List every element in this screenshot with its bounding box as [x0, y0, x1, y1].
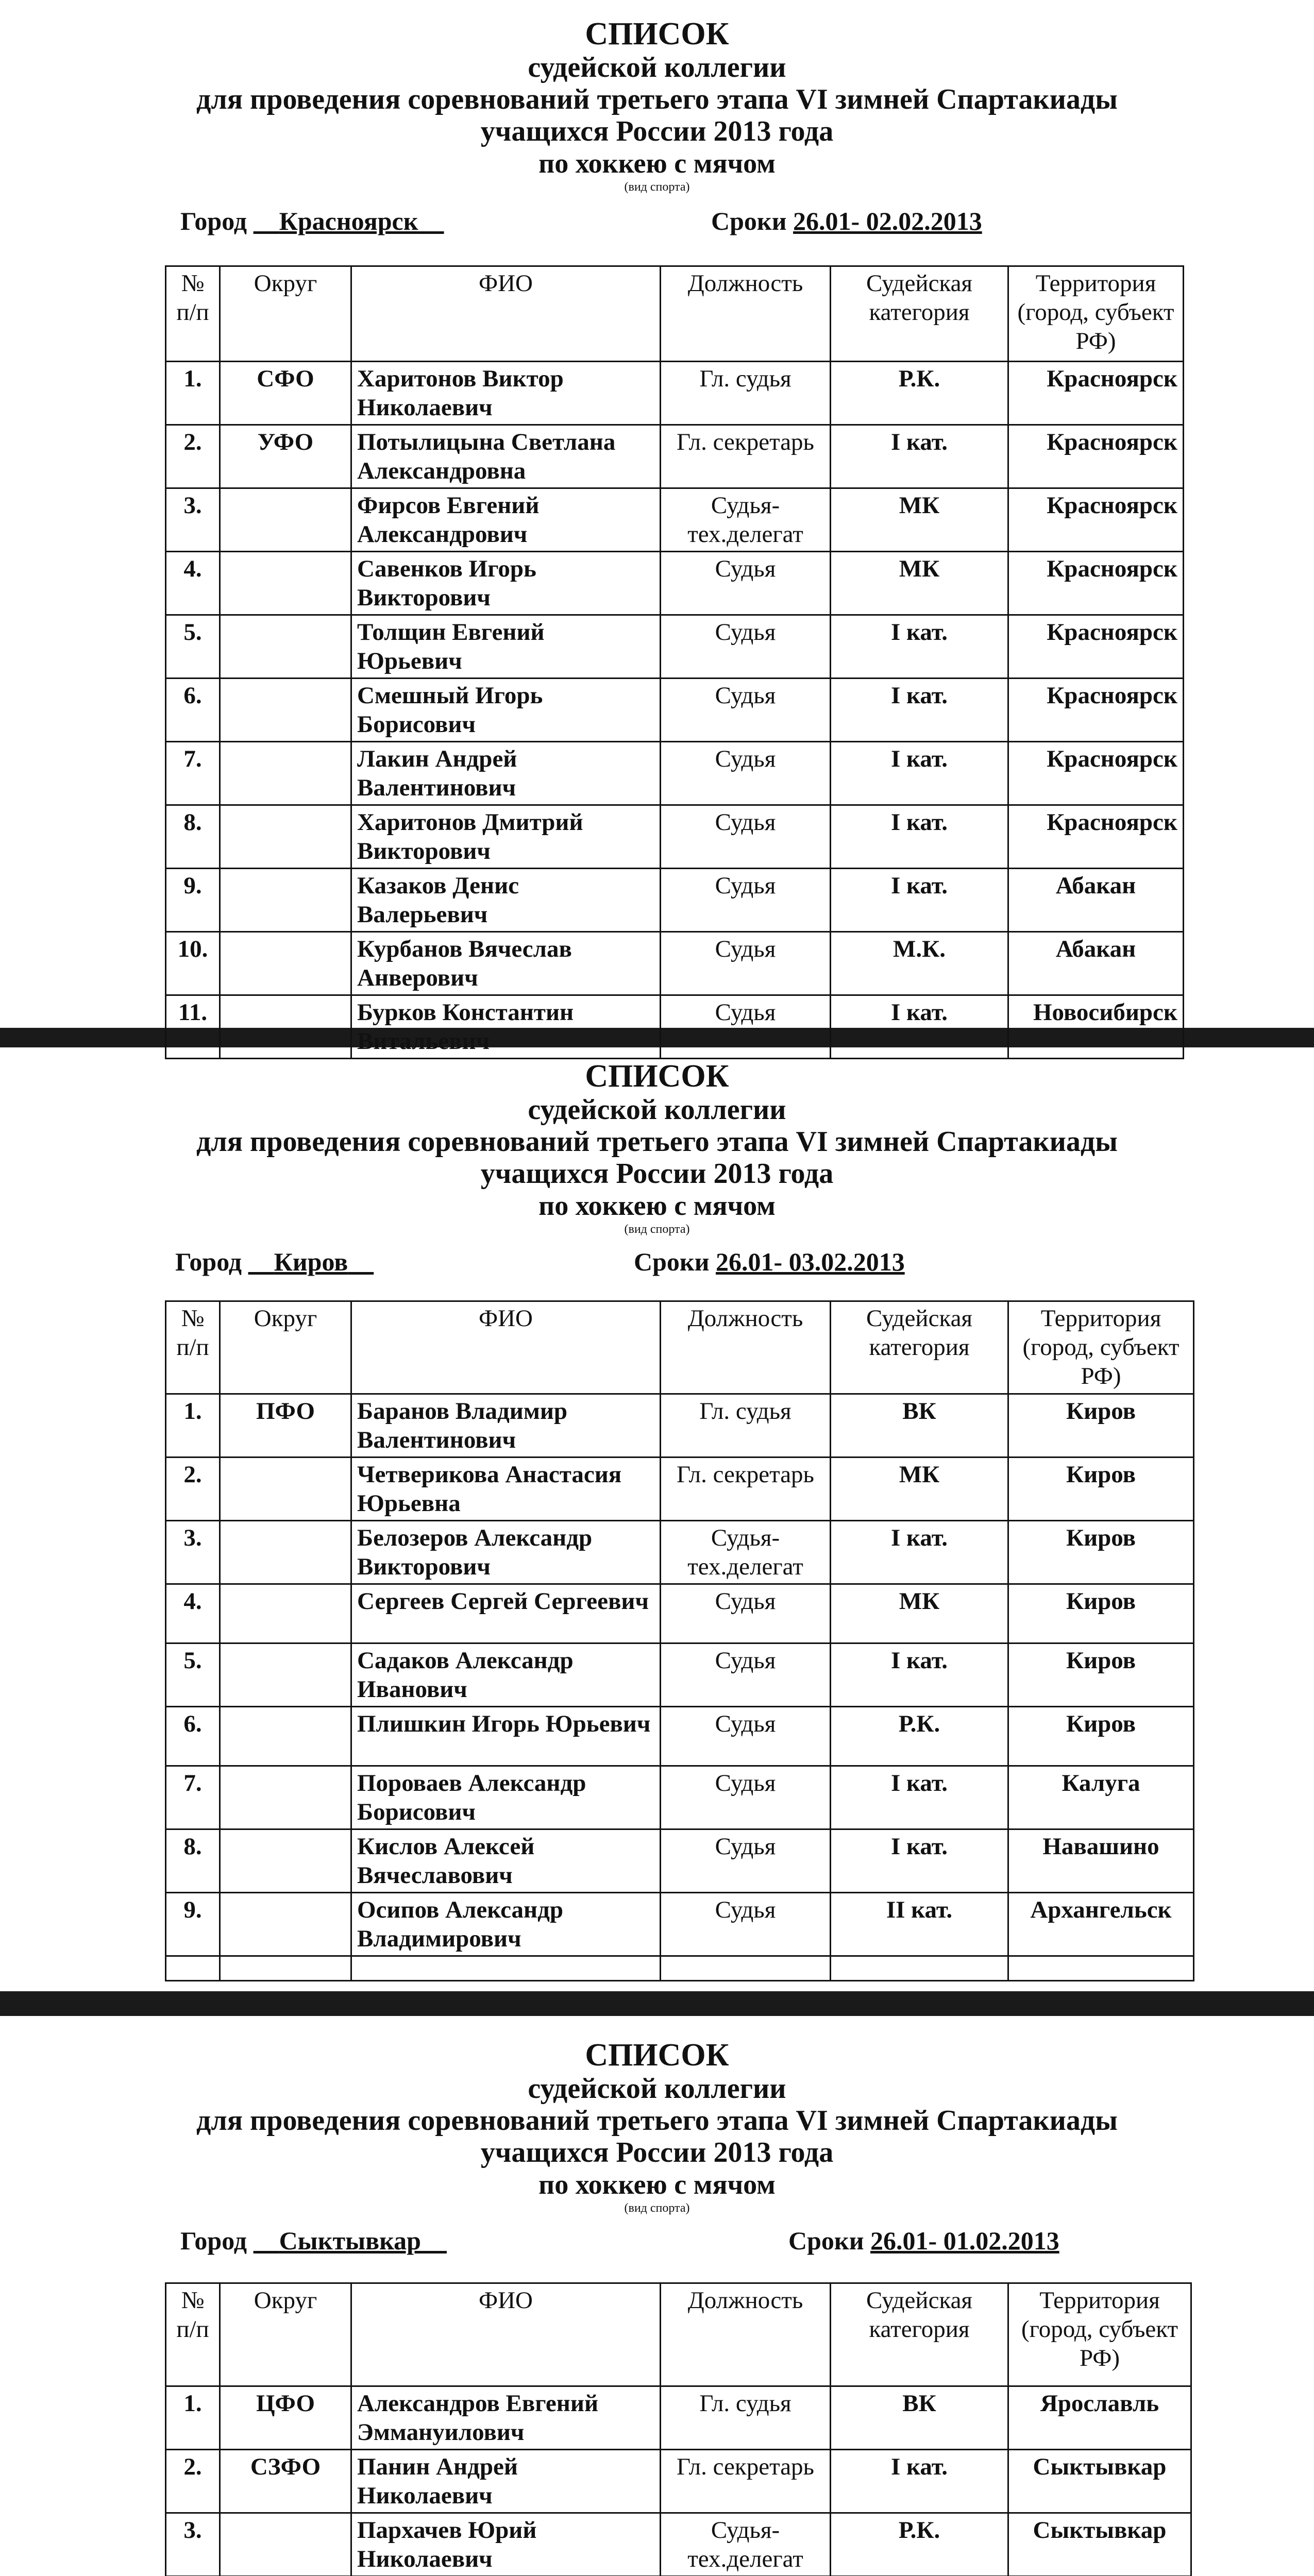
row-num: 3. [166, 488, 220, 552]
row-num: 1. [166, 362, 220, 425]
row-territory: Красноярск [1008, 488, 1184, 552]
row-territory: Красноярск [1008, 615, 1184, 679]
list-subtitle: судейской коллегии [528, 52, 786, 83]
row-category: I кат. [831, 1829, 1008, 1893]
row-name: Курбанов Вячеслав Анверович [351, 932, 661, 995]
row-position: Судья [661, 742, 831, 805]
list-title: СПИСОК [585, 16, 729, 52]
row-name: Савенков Игорь Викторович [351, 552, 661, 615]
city-label: Город [180, 207, 247, 235]
row-position: Гл. судья [661, 1394, 831, 1458]
row-name: Пархачев Юрий Николаевич [351, 2513, 661, 2576]
table-header-row [166, 2283, 1191, 2386]
row-district: ЦФО [220, 2386, 351, 2450]
row-num: 3. [166, 2513, 220, 2576]
row-position: Гл. секретарь [661, 425, 831, 488]
dates-label: Сроки [634, 1247, 710, 1276]
list-subtitle: судейской коллегии [528, 2073, 786, 2105]
competition-title: для проведения соревнований третьего этапа VI зимней Спартакиады [196, 1126, 1118, 1158]
competition-year: учащихся России 2013 года [480, 2137, 834, 2168]
row-category: М.К. [831, 932, 1008, 995]
row-position: Судья-тех.делегат [661, 1521, 831, 1584]
col-header-territory: Территория (город, субъект РФ) [1008, 2283, 1191, 2386]
row-territory: Красноярск [1008, 805, 1184, 869]
list-subtitle: судейской коллегии [528, 1094, 786, 1126]
row-name: Четверикова Анастасия Юрьевна [351, 1458, 661, 1521]
row-category: I кат. [831, 2450, 1008, 2513]
list-title: СПИСОК [585, 1059, 729, 1094]
row-category: МК [831, 552, 1008, 615]
title-block [0, 2038, 1314, 2216]
row-num: 7. [166, 1766, 220, 1829]
row-territory: Красноярск [1008, 362, 1184, 425]
col-header-territory: Территория (город, субъект РФ) [1008, 1301, 1194, 1394]
col-header-num: № п/п [166, 2283, 220, 2386]
table-row [166, 2386, 1191, 2450]
row-name: Казаков Денис Валерьевич [351, 869, 661, 932]
col-header-num: № п/п [166, 1301, 220, 1394]
col-header-position: Должность [661, 2283, 831, 2386]
row-territory: Навашино [1008, 1829, 1194, 1893]
row-num: 6. [166, 679, 220, 742]
row-num: 2. [166, 2450, 220, 2513]
row-territory: Киров [1008, 1521, 1194, 1584]
sport-name: по хоккею с мячом [538, 2169, 776, 2200]
row-name: Кислов Алексей Вячеславович [351, 1829, 661, 1893]
row-position: Судья [661, 869, 831, 932]
row-category: I кат. [831, 1766, 1008, 1829]
row-category: МК [831, 1458, 1008, 1521]
row-num: 1. [166, 1394, 220, 1458]
row-num: 5. [166, 1643, 220, 1707]
sport-caption: (вид спорта) [624, 1223, 690, 1236]
row-position: Гл. судья [661, 362, 831, 425]
sport-caption: (вид спорта) [624, 2201, 690, 2215]
city-label: Город [180, 2226, 247, 2255]
row-category: I кат. [831, 425, 1008, 488]
row-position: Гл. судья [661, 2386, 831, 2450]
row-position: Судья [661, 679, 831, 742]
city-value: Красноярск [279, 207, 418, 235]
col-header-position: Должность [661, 266, 831, 362]
row-num: 2. [166, 1458, 220, 1521]
row-name: Лакин Андрей Валентинович [351, 742, 661, 805]
row-name: Пороваев Александр Борисович [351, 1766, 661, 1829]
row-num: 8. [166, 805, 220, 869]
row-position: Судья [661, 805, 831, 869]
row-territory: Сыктывкар [1008, 2450, 1191, 2513]
row-name: Харитонов Виктор Николаевич [351, 362, 661, 425]
col-header-name: ФИО [351, 1301, 661, 1394]
row-num: 4. [166, 1584, 220, 1643]
row-territory: Калуга [1008, 1766, 1194, 1829]
col-header-category: Судейская категория [831, 1301, 1008, 1394]
row-territory: Киров [1008, 1394, 1194, 1458]
city-value: Сыктывкар [279, 2226, 421, 2255]
row-num: 2. [166, 425, 220, 488]
row-category: I кат. [831, 1521, 1008, 1584]
row-territory: Новосибирск [1008, 995, 1184, 1059]
row-position: Судья [661, 932, 831, 995]
row-name: Баранов Владимир Валентинович [351, 1394, 661, 1458]
dates-value: 26.01- 01.02.2013 [870, 2226, 1059, 2255]
row-name: Харитонов Дмитрий Викторович [351, 805, 661, 869]
row-category: II кат. [831, 1893, 1008, 1956]
dates-label: Сроки [788, 2226, 864, 2255]
row-territory: Киров [1008, 1707, 1194, 1766]
row-num: 11. [166, 995, 220, 1059]
competition-title: для проведения соревнований третьего этапа VI зимней Спартакиады [196, 2105, 1118, 2137]
row-position: Судья-тех.делегат [661, 488, 831, 552]
sport-name: по хоккею с мячом [538, 148, 776, 179]
row-position: Судья [661, 615, 831, 679]
col-header-name: ФИО [351, 2283, 661, 2386]
col-header-category: Судейская категория [831, 266, 1008, 362]
row-name: Белозеров Александр Викторович [351, 1521, 661, 1584]
row-position: Судья [661, 1766, 831, 1829]
referee-table [165, 2282, 1192, 2576]
row-territory: Красноярск [1008, 679, 1184, 742]
row-territory: Архангельск [1008, 1893, 1194, 1956]
row-category: I кат. [831, 742, 1008, 805]
row-category: Р.К. [831, 1707, 1008, 1766]
row-district [220, 2513, 351, 2576]
row-name: Потылицына Светлана Александровна [351, 425, 661, 488]
row-territory: Красноярск [1008, 742, 1184, 805]
row-district: ПФО [220, 1394, 351, 1458]
dates-value: 26.01- 03.02.2013 [716, 1247, 905, 1276]
row-position: Судья [661, 1707, 831, 1766]
row-district: УФО [220, 425, 351, 488]
table-row [166, 2450, 1191, 2513]
row-name: Садаков Александр Иванович [351, 1643, 661, 1707]
col-header-district: Округ [220, 1301, 351, 1394]
row-district: СЗФО [220, 2450, 351, 2513]
row-name: Сергеев Сергей Сергеевич [351, 1584, 661, 1643]
row-position: Гл. секретарь [661, 1458, 831, 1521]
col-header-category: Судейская категория [831, 2283, 1008, 2386]
row-territory: Киров [1008, 1458, 1194, 1521]
col-header-territory: Территория (город, субъект РФ) [1008, 266, 1184, 362]
row-category: I кат. [831, 805, 1008, 869]
row-name: Панин Андрей Николаевич [351, 2450, 661, 2513]
row-category: МК [831, 1584, 1008, 1643]
row-num: 10. [166, 932, 220, 995]
row-position: Судья [661, 552, 831, 615]
row-num: 1. [166, 2386, 220, 2450]
col-header-num: № п/п [166, 266, 220, 362]
row-name: Смешный Игорь Борисович [351, 679, 661, 742]
row-num: 6. [166, 1707, 220, 1766]
row-territory: Абакан [1008, 932, 1184, 995]
city-value: Киров [274, 1247, 348, 1276]
row-territory: Ярославль [1008, 2386, 1191, 2450]
row-territory: Сыктывкар [1008, 2513, 1191, 2576]
competition-title: для проведения соревнований третьего этапа VI зимней Спартакиады [196, 83, 1118, 115]
row-position: Судья [661, 995, 831, 1059]
row-territory: Красноярск [1008, 425, 1184, 488]
row-position: Судья [661, 1829, 831, 1893]
row-position: Гл. секретарь [661, 2450, 831, 2513]
col-header-name: ФИО [351, 266, 661, 362]
row-category: I кат. [831, 679, 1008, 742]
row-position: Судья [661, 1584, 831, 1643]
list-title: СПИСОК [585, 2038, 729, 2073]
row-category: I кат. [831, 995, 1008, 1059]
col-header-district: Округ [220, 266, 351, 362]
row-name: Толщин Евгений Юрьевич [351, 615, 661, 679]
row-num: 5. [166, 615, 220, 679]
row-num: 7. [166, 742, 220, 805]
col-header-position: Должность [661, 1301, 831, 1394]
row-territory: Красноярск [1008, 552, 1184, 615]
city-label: Город [175, 1247, 242, 1276]
dates-line [788, 2226, 1059, 2256]
row-category: I кат. [831, 615, 1008, 679]
row-num: 3. [166, 1521, 220, 1584]
row-name: Фирсов Евгений Александрович [351, 488, 661, 552]
dates-value: 26.01- 02.02.2013 [793, 207, 982, 235]
row-category: I кат. [831, 869, 1008, 932]
competition-year: учащихся России 2013 года [480, 115, 834, 147]
row-num: 9. [166, 1893, 220, 1956]
row-name: Осипов Александр Владимирович [351, 1893, 661, 1956]
row-category: I кат. [831, 1643, 1008, 1707]
sport-caption: (вид спорта) [624, 180, 690, 194]
row-num: 8. [166, 1829, 220, 1893]
row-territory: Абакан [1008, 869, 1184, 932]
row-territory: Киров [1008, 1584, 1194, 1643]
row-category: Р.К. [831, 362, 1008, 425]
city-line [180, 2226, 447, 2256]
sport-name: по хоккею с мячом [538, 1190, 776, 1221]
dates-label: Сроки [711, 207, 787, 235]
row-category: ВК [831, 2386, 1008, 2450]
row-name: Александров Евгений Эммануилович [351, 2386, 661, 2450]
row-position: Судья [661, 1893, 831, 1956]
row-category: МК [831, 488, 1008, 552]
col-header-district: Округ [220, 2283, 351, 2386]
row-position: Судья-тех.делегат [661, 2513, 831, 2576]
row-category: ВК [831, 1394, 1008, 1458]
row-num: 9. [166, 869, 220, 932]
table-row [166, 2513, 1191, 2576]
row-num: 4. [166, 552, 220, 615]
competition-year: учащихся России 2013 года [480, 1158, 834, 1190]
row-category: Р.К. [831, 2513, 1008, 2576]
row-name: Плишкин Игорь Юрьевич [351, 1707, 661, 1766]
row-district: СФО [220, 362, 351, 425]
row-territory: Киров [1008, 1643, 1194, 1707]
row-position: Судья [661, 1643, 831, 1707]
row-name: Бурков Константин Витальевич [351, 995, 661, 1059]
